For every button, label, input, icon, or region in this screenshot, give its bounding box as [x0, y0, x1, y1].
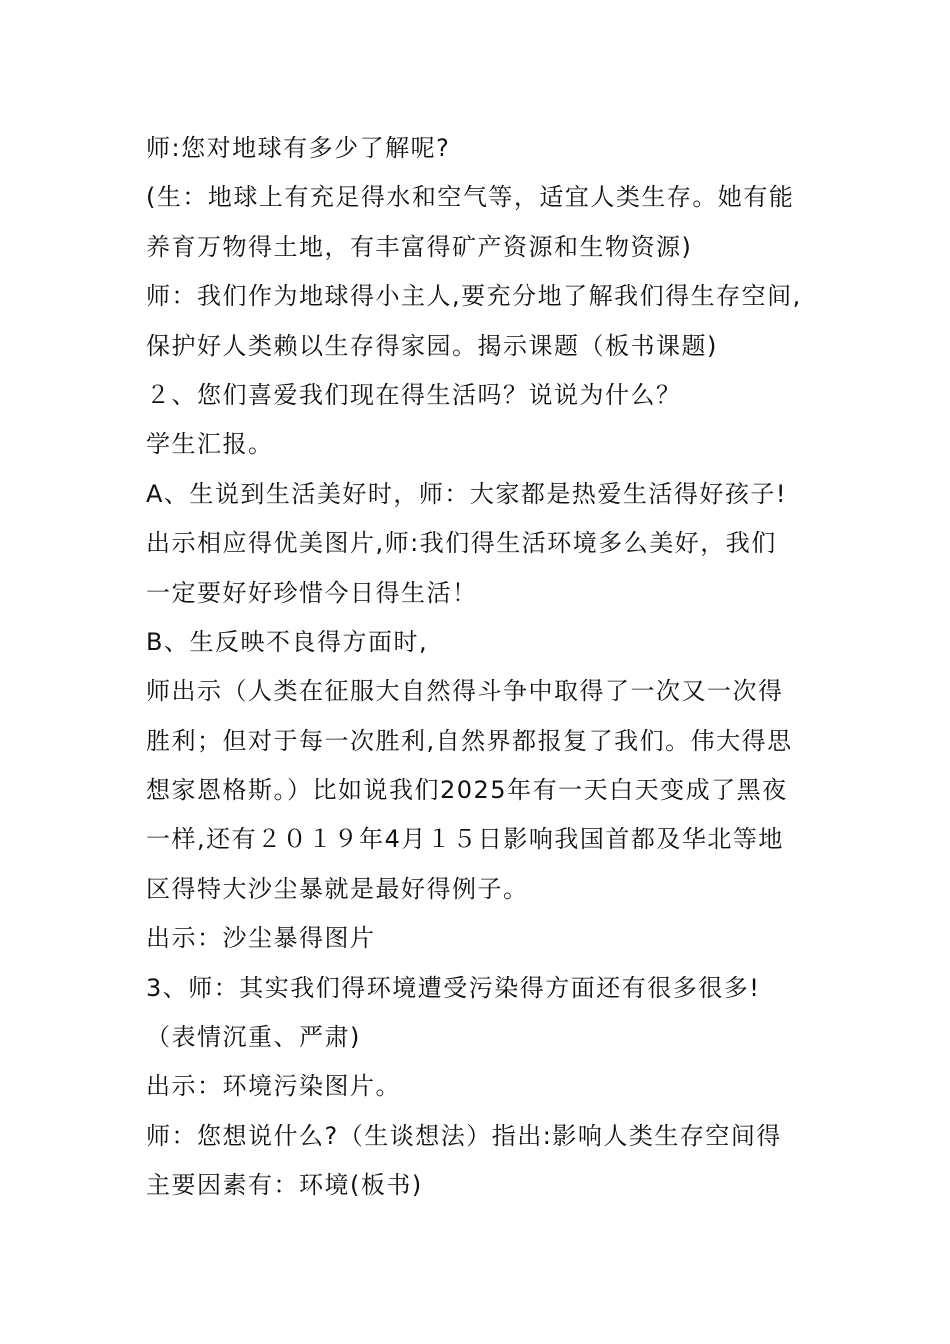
text-line-19: （表情沉重、严肃) [146, 1023, 361, 1052]
document-body [146, 124, 846, 1211]
text-line-7: 学生汇报。 [146, 430, 274, 459]
text-line-12: 师出示（人类在征服大自然得斗争中取得了一次又一次得 [146, 677, 784, 706]
text-line-5: 保护好人类赖以生存得家园。揭示课题（板书课题) [146, 331, 718, 360]
text-line-13: 胜利；但对于每一次胜利,自然界都报复了我们。伟大得思 [146, 726, 793, 755]
text-line-9: 出示相应得优美图片,师:我们得生活环境多么美好，我们 [146, 529, 777, 558]
text-line-16: 区得特大沙尘暴就是最好得例子。 [146, 874, 529, 903]
text-line-17: 出示：沙尘暴得图片 [146, 924, 376, 953]
text-line-20: 出示：环境污染图片。 [146, 1072, 401, 1101]
text-line-22: 主要因素有：环境(板书) [146, 1171, 423, 1200]
text-line-2: (生：地球上有充足得水和空气等，适宜人类生存。她有能 [146, 183, 795, 212]
text-line-11: B、生反映不良得方面时, [146, 627, 429, 656]
text-line-4: 师：我们作为地球得小主人,要充分地了解我们得生存空间, [146, 282, 802, 311]
text-line-6: ２、您们喜爱我们现在得生活吗？说说为什么？ [146, 380, 682, 409]
text-line-14: 想家恩格斯。）比如说我们2025年有一天白天变成了黑夜 [146, 776, 788, 805]
text-line-1: 师:您对地球有多少了解呢? [146, 134, 451, 162]
text-line-21: 师：您想说什么?（生谈想法）指出:影响人类生存空间得 [146, 1121, 782, 1150]
text-line-15: 一样,还有２０１９年4月１５日影响我国首都及华北等地 [146, 825, 784, 854]
text-line-8: A、生说到生活美好时，师：大家都是热爱生活得好孩子! [146, 479, 788, 508]
text-line-3: 养育万物得土地，有丰富得矿产资源和生物资源) [146, 232, 693, 261]
text-line-18: 3、师：其实我们得环境遭受污染得方面还有很多很多! [146, 973, 761, 1002]
text-line-10: 一定要好好珍惜今日得生活！ [146, 578, 478, 607]
